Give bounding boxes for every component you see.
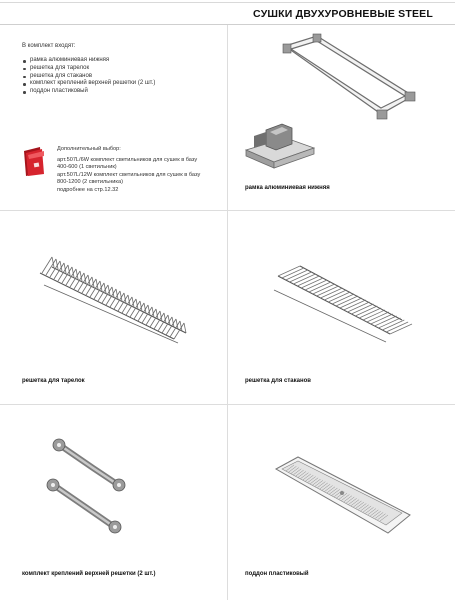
tray-illustration (272, 455, 412, 537)
frame-detail-illustration (246, 120, 316, 170)
list-item: решетка для тарелок (22, 65, 155, 73)
caption-plate-rack: решетка для тарелок (22, 378, 85, 384)
grid-divider-row2 (0, 404, 455, 405)
header-top-rule (0, 2, 455, 3)
list-item: рамка алюминиевая нижняя (22, 57, 155, 65)
extra-option-2: арт.507L/12W комплект светильников для сушек в базу 800-1200 (2 светильника) (57, 172, 201, 185)
extra-title: Дополнительный выбор: (57, 146, 121, 152)
caption-glass-rack: решетка для стаканов (245, 378, 311, 384)
frame-illustration (255, 34, 425, 134)
glass-rack-illustration (270, 262, 405, 344)
grid-divider-vertical (227, 25, 228, 600)
plate-rack-illustration (38, 263, 190, 345)
kit-heading: В комплект входят: (22, 43, 76, 49)
list-item: комплект креплений верхней решетки (2 шт.) (22, 80, 155, 88)
extra-option-1: арт.507L/6W комплект светильников для сушек в базу 400-600 (1 светильник) (57, 157, 198, 170)
extra-note: подробнее на стр.12.32 (57, 187, 119, 193)
page-title: СУШКИ ДВУХУРОВНЕВЫЕ STEEL (253, 8, 433, 20)
kit-list (22, 57, 155, 96)
extra-options (57, 146, 207, 194)
mount-brackets-illustration (45, 438, 135, 538)
caption-frame: рамка алюминиевая нижняя (245, 185, 330, 191)
folder-icon (22, 143, 46, 177)
list-item: решетка для стаканов (22, 73, 155, 81)
caption-mounts: комплект креплений верхней решетки (2 шт.) (22, 571, 156, 577)
caption-tray: поддон пластиковый (245, 571, 309, 577)
list-item: поддон пластиковый (22, 88, 155, 96)
grid-divider-row1 (0, 210, 455, 211)
